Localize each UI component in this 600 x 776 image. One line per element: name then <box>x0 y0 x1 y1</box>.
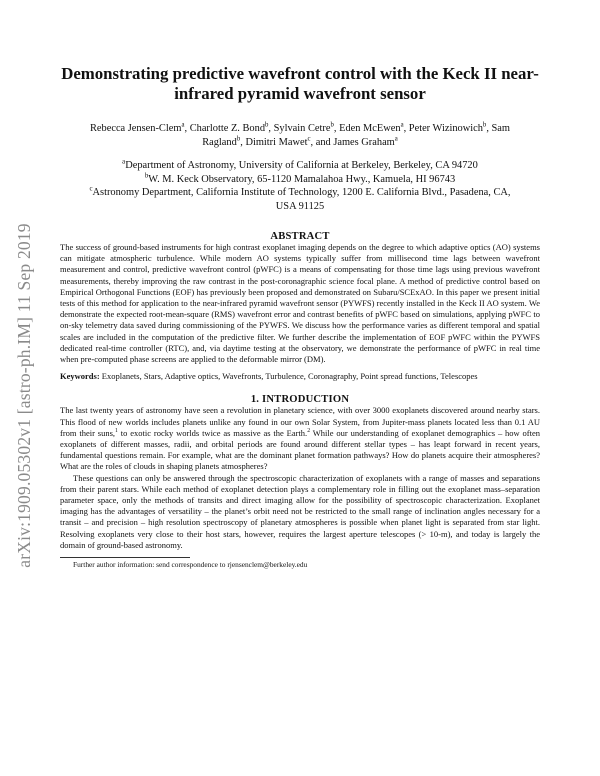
author-footnote: Further author information: send correspondence to rjensenclem@berkeley.edu <box>73 560 308 570</box>
author-separator: , and <box>310 136 334 148</box>
abstract-heading: ABSTRACT <box>270 231 330 242</box>
affiliation-text: W. M. Keck Observatory, 65-1120 Mamalahoa Hwy., Kamuela, HI 96743 <box>148 173 456 185</box>
arxiv-identifier-stamp <box>10 222 38 568</box>
paper-title: Demonstrating predictive wavefront control with the Keck II near-infrared pyramid wavefront sensor <box>61 64 539 103</box>
citation-ref-2: 2 <box>307 428 311 435</box>
affiliation-text: Department of Astronomy, University of California at Berkeley, Berkeley, CA 94720 <box>125 160 478 171</box>
author-list <box>72 122 528 149</box>
author-name: Dimitri Mawet <box>245 136 308 148</box>
author-separator: , <box>184 123 190 134</box>
affiliation-item <box>80 159 520 173</box>
keywords-line <box>60 371 540 382</box>
citation-ref-1: 1 <box>115 428 118 435</box>
intro-p1-part-a: The last twenty years of astronomy have seen a revolution in planetary science, with over 3000 exoplanets discovered around nearby stars. This flood of new worlds includes planets unlike any found in our own Solar System, from Jupiter-mass planets located less than 0.1 AU from their suns, <box>60 405 540 438</box>
affiliation-item <box>80 186 520 213</box>
introduction-paragraph-2: These questions can only be answered through the spectroscopic characterization of exoplanets with a range of masses and separations from their parent stars. While each method of exoplanet detection plays a complementary role in filling out the exoplanet mass–separation parameter space, only the methods of transits and direct imaging allow for the possibility of spectroscopic characterization. Exoplanet imaging has the advantages of versatility – the planet’s orbit need not be restricted to the small range of inclination angles necessary for a transit – and precision – high resolution spectroscopy of planetary atmospheres is possible when planet light is separated from star light. Resolving exoplanets very close to their host stars, however, requires the largest aperture telescopes (> 10-m), and today is largely the domain of ground-based astronomy. <box>60 472 540 550</box>
arxiv-identifier-text: arXiv:1909.05302v1 [astro-ph.IM] 11 Sep 2019 <box>13 222 34 568</box>
author-name: Sam Ragland <box>202 123 511 148</box>
author-separator: , <box>403 123 409 134</box>
author-affil-mark: b <box>330 121 334 129</box>
author-separator: , <box>486 123 492 134</box>
author-name: Eden McEwen <box>339 123 401 134</box>
author-affil-mark: a <box>400 121 404 129</box>
introduction-heading: 1. INTRODUCTION <box>250 394 350 406</box>
author-separator: , <box>333 123 340 134</box>
affiliation-mark: c <box>89 185 93 193</box>
author-name: Charlotte Z. Bond <box>189 123 266 134</box>
author-name: Sylvain Cetre <box>273 123 331 134</box>
author-affil-mark: c <box>307 135 311 143</box>
keywords-text: Exoplanets, Stars, Adaptive optics, Wavefronts, Turbulence, Coronagraphy, Point spread functions, Telescopes <box>101 371 478 382</box>
intro-p1-part-b: to exotic rocky worlds twice as massive as the Earth. <box>117 427 308 438</box>
affiliation-mark: a <box>122 158 126 166</box>
intro-p1-part-c: While our understanding of exoplanet demographics – how often exoplanets of different masses, radii, and orbital periods are found around different stellar types – has leapt forward in recent years, fundamental questions remain. For example, what are the dominant planet formation pathways? How do planets acquire their atmospheres? What are the roles of clouds in shaping planets atmospheres? <box>60 427 540 472</box>
affiliation-item <box>80 173 520 187</box>
affiliation-list <box>80 159 520 213</box>
author-affil-mark: b <box>236 135 241 143</box>
affiliation-mark: b <box>144 172 149 180</box>
abstract-text: The success of ground-based instruments for high contrast exoplanet imaging depends on the degree to which adaptive optics (AO) systems can mitigate atmospheric turbulence. While modern AO systems typically suffer from millisecond time lags between wavefront measurement and control, predictive wavefront control (pWFC) is a means of compensating for those time lags using previous wavefront measurements, thereby improving the raw contrast in the post-coronagraphic science focal plane. A method of predictive control based on Empirical Orthogonal Functions (EOF) has previously been proposed and demonstrated on Subaru/SCExAO. In this paper we present initial tests of this method for application to the near-infrared pyramid wavefront sensor (PYWFS) recently installed in the Keck II AO system. We demonstrate the expected root-mean-square (RMS) wavefront error and contrast benefits of pWFC based on simulations, applying pWFC to on-sky telemetry data saved during commissioning of the PYWFS. We discuss how the performance varies as different temporal and spatial scales are included in the computation of the predictive filter. We further describe the implementation of EOF pWFC within the PYWFS dedicated real-time controller (RTC), and, via daytime testing at the observatory, we demonstrate the performance of pWFC in real time when pre-computed phase screens are applied to the deformable mirror (DM). <box>60 242 540 365</box>
affiliation-text: Astronomy Department, California Institute of Technology, 1200 E. California Blvd., Pasadena, CA, USA 91125 <box>92 187 511 212</box>
author-affil-mark: a <box>181 121 185 129</box>
author-name: Peter Wizinowich <box>408 123 483 134</box>
footnote-rule <box>60 557 190 558</box>
author-separator: , <box>268 123 274 134</box>
author-name: Rebecca Jensen-Clem <box>89 123 182 134</box>
author-separator: , <box>240 136 246 148</box>
introduction-paragraph-1 <box>60 405 540 472</box>
author-affil-mark: b <box>265 121 269 129</box>
author-affil-mark: b <box>482 121 487 129</box>
paper-page <box>60 64 540 570</box>
keywords-label: Keywords: <box>60 371 100 382</box>
author-name: James Graham <box>333 136 395 148</box>
author-affil-mark: a <box>394 135 398 143</box>
